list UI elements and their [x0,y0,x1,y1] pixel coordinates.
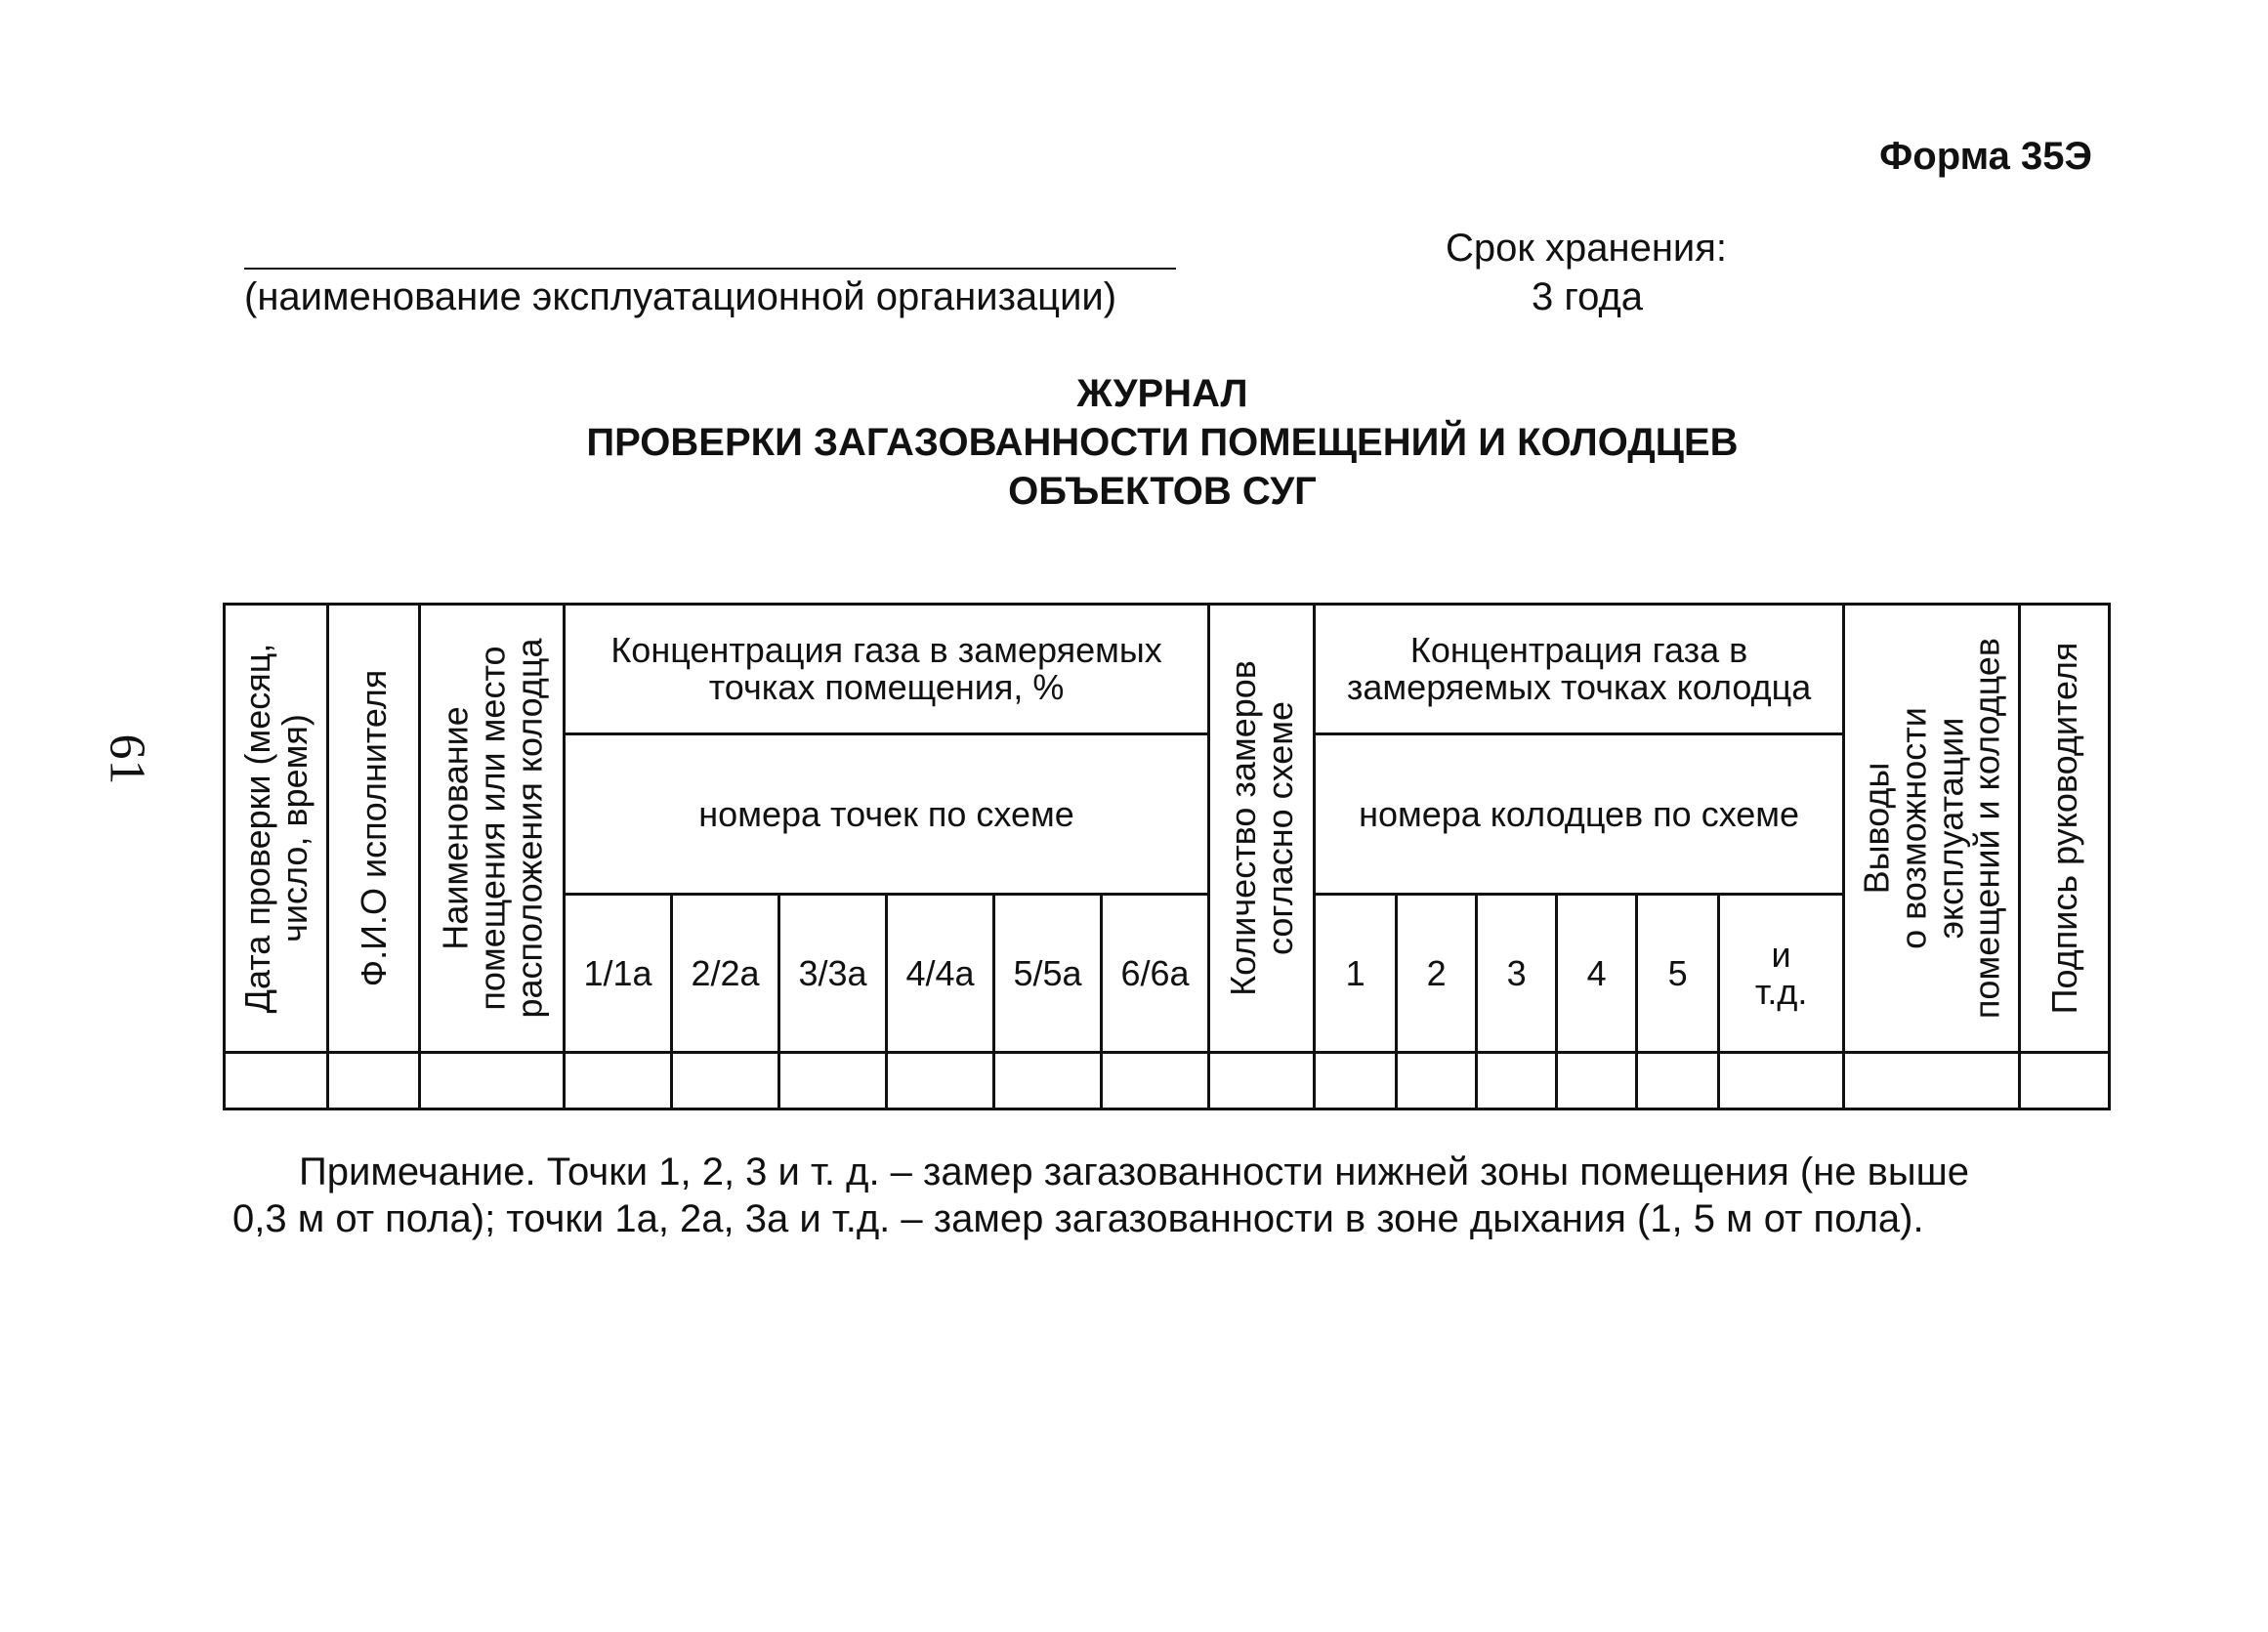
header-place-line-1: Наименование [434,706,475,950]
empty-cell [1397,1053,1477,1109]
empty-cell [1477,1053,1557,1109]
storage-period-label: Срок хранения: [1446,227,1728,270]
room-point-header: 4/4а [887,895,994,1053]
header-date-line-2: число, время) [273,714,315,942]
page-number: 61 [99,733,155,785]
header-fio-line-1: Ф.И.О исполнителя [353,669,394,987]
empty-cell [328,1053,420,1109]
note-line-1: Примечание. Точки 1, 2, 3 и т. д. – замер загазованности нижней зоны помещения (не выше [299,1151,1969,1193]
well-number-header: 2 [1397,895,1477,1053]
room-point-header: 5/5а [994,895,1102,1053]
room-point-header: 1/1а [565,895,672,1053]
header-conclusions-line-4: помещений и колодцев [1966,637,2007,1020]
title-line-2: ПРОВЕРКИ ЗАГАЗОВАННОСТИ ПОМЕЩЕНИЙ И КОЛОДЦЕВ [586,421,1739,464]
well-number-header: 5 [1637,895,1719,1053]
well-number-header: 4 [1557,895,1637,1053]
well-etc-line-1: и [1771,934,1791,975]
header-count [1209,605,1315,1053]
room-point-header: 3/3а [779,895,887,1053]
organization-name-line [244,268,1176,270]
header-signature [2020,605,2110,1053]
title-line-3: ОБЪЕКТОВ СУГ [1008,470,1317,513]
empty-cell [1637,1053,1719,1109]
journal-table [223,603,2111,1110]
header-conclusions-line-3: эксплуатации [1929,717,1970,940]
room-point-header: 2/2а [672,895,779,1053]
table-row [225,1053,2110,1109]
well-number-header: 3 [1477,895,1557,1053]
header-well-numbers-scheme: номера колодцев по схеме [1315,734,1844,895]
header-count-line-1: Количество замеров [1222,660,1263,996]
note [232,1149,2049,1242]
journal-title [391,369,1934,516]
header-well-concentration-text: Концентрация газа в замеряемых точках колодца [1346,630,1812,707]
header-conclusions [1844,605,2020,1053]
empty-cell [887,1053,994,1109]
header-signature-line-1: Подпись руководителя [2043,642,2084,1015]
header-room-concentration [565,605,1209,734]
note-line-2: 0,3 м от пола); точки 1а, 2а, 3а и т.д. – замер загазованности в зоне дыхания (1, 5 м от пола). [232,1197,1924,1240]
empty-cell [225,1053,328,1109]
header-fio [328,605,420,1053]
empty-cell [565,1053,672,1109]
header-date [225,605,328,1053]
empty-cell [1719,1053,1844,1109]
header-count-line-2: согласно схеме [1259,700,1300,956]
storage-period-value: 3 года [1532,275,1644,318]
empty-cell [994,1053,1102,1109]
empty-cell [779,1053,887,1109]
empty-cell [672,1053,779,1109]
empty-cell [2020,1053,2110,1109]
header-conclusions-line-1: Выводы [1856,762,1896,895]
header-place-line-3: расположения колодца [508,638,549,1019]
header-date-line-1: Дата проверки (месяц, [236,643,277,1014]
empty-cell [1209,1053,1315,1109]
organization-caption: (наименование эксплуатационной организации) [244,275,1117,318]
empty-cell [1102,1053,1209,1109]
empty-cell [1315,1053,1397,1109]
header-room-concentration-text: Концентрация газа в замеряемых точках помещения, % [610,630,1162,707]
header-conclusions-line-2: о возможности [1892,707,1933,949]
empty-cell [1557,1053,1637,1109]
header-place-line-2: помещения или место [471,646,512,1011]
well-number-header: 1 [1315,895,1397,1053]
well-etc-line-2: т.д. [1754,971,1808,1012]
room-point-header: 6/6а [1102,895,1209,1053]
form-number: Форма 35Э [1879,135,2092,178]
header-well-concentration [1315,605,1844,734]
header-room-points-scheme: номера точек по схеме [565,734,1209,895]
empty-cell [420,1053,565,1109]
empty-cell [1844,1053,2020,1109]
title-line-1: ЖУРНАЛ [1076,372,1248,415]
header-place [420,605,565,1053]
well-number-etc-header [1719,895,1844,1053]
